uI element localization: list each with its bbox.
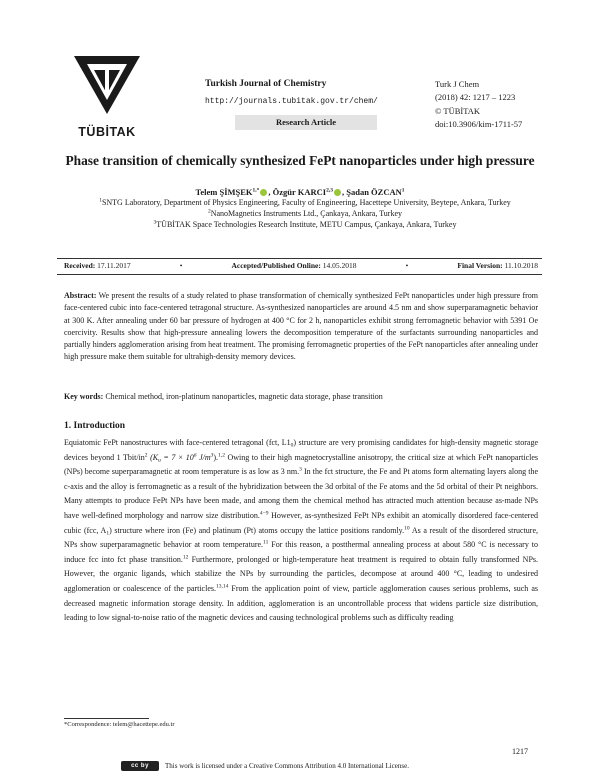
affiliation-marker: 1 [99,197,102,204]
date-separator: • [179,261,183,270]
article-title: Phase transition of chemically synthesized FePt nanoparticles under high pressure [65,153,535,168]
author-name[interactable]: Telem ŞİMŞEK [195,187,253,197]
cc-by-license-icon[interactable]: cc by [121,761,159,771]
citation-ref[interactable]: 3 [299,466,302,473]
affiliation-item [90,219,520,230]
abstract [64,290,538,364]
affiliation-text: TÜBİTAK Space Technologies Research Institute, METU Campus, Çankaya, Ankara, Turkey [156,220,457,229]
introduction-paragraph: Equiatomic FePt nanostructures with face-centered tetragonal (fct, $L1_0$) structure are very promising candidates for high-density magnetic storage devices beyond 1 Tbit/$in^2$ ($K_u = 7 \times 10^6$ $J/m^3).^{1,2}$ Owing to their high magnetocrystalline anisotropy, the critical size at which FePt nanoparticles (NPs) become superparamagnetic at room temperature is as low as 3 nm.$^3$ In the fct structure, the Fe and Pt atoms form alternating layers along the c-axis and the alloy is ferromagnetic as a result of the hybridization between the 3d orbital of the Fe atoms and the 5d orbital of their Pt neighbors. Many attempts to produce FePt NPs have been made, and among them the chemical method has attracted much attention because as-made NPs have well-defined morphology and narrow size distribution.$^{4-9}$ However, as-synthesized FePt NPs exhibit an atomically disordered face-centered cubic (fcc, $A_1$) structure where iron (Fe) and platinum (Pt) atoms occupy the lattice positions randomly.$^{10}$ As a result of the disordered structure, NPs show superparamagnetic behavior at room temperature.$^{11}$ For this reason, a postthermal annealing process at about 580 °C is necessary to induce fcc into fct phase transition.$^{12}$ Furthermore, prolonged or high-temperature heat treatment is required to obtain fully transformed NPs. However, the organic ligands, which stabilize the NPs by surrounding the particles, decompose at around 400 °C, leading to undesired agglomeration or coalescence of the particles.$^{13,14}$ From the application point of view, particle agglomeration causes serious problems, such as decreased magnetic information storage density. In addition, agglomeration is an uncontrollable process that widens particle size distribution, leading to low signal-to-noise ratio of the magnetic devices and causing technological problems such as difficulty reading [64,438,539,623]
logo-wordmark: TÜBİTAK [78,125,136,139]
page-number: 1217 [512,747,528,756]
section-heading: 1. Introduction [64,421,126,431]
accepted-date: Accepted/Published Online: 14.05.2018 [231,261,357,270]
affiliations [90,197,520,230]
author-affiliation-marker: 1,* [252,187,260,194]
dates-top-rule [57,258,542,259]
article-dates [64,261,538,270]
meta-copyright: © TÜBİTAK [435,105,481,116]
affiliation-text: NanoMagnetics Instruments Ltd., Çankaya, Ankara, Turkey [210,209,403,218]
citation-meta [435,78,522,132]
affiliation-marker: 3 [153,219,157,226]
citation-ref[interactable]: 10 [404,525,410,532]
affiliation-item [90,197,520,208]
keywords-label: Key words: [64,392,104,401]
orcid-icon[interactable] [334,189,341,196]
tubitak-logo [62,54,152,142]
meta-journal: Turk J Chem [435,79,480,89]
dates-bottom-rule [57,274,542,275]
abstract-text: We present the results of a study related to phase transformation of chemically synthesized FePt nanoparticles under high pressure from face-centered cubic into face-centered tetragonal structure. As-synthesized nanoparticles are around 4.5 nm and show superparamagnetic behavior at 300 K. After annealing under 60 bar pressure of hydrogen at 400 °C for 2 h, nanoparticles exhibit strong ferromagnetic behavior with 5391 Oe coercivity. Results show that high-pressure annealing lowers the decomposition temperature of the surfactants surrounding nanoparticles and partially hinders agglomeration arising from heat treatment. The promising ferromagnetic properties of the FePt nanoparticles after annealing under high pressure make them suitable for ultrahigh-density memory devices. [64,291,538,362]
correspondence-footnote: *Correspondence: telem@hacettepe.edu.tr [64,721,175,728]
affiliation-text: SNTG Laboratory, Department of Physics Engineering, Faculty of Engineering, Hacettepe University, Beytepe, Ankara, Turkey [101,198,511,207]
author-list: Telem $ŞİMŞEK^{1,*}$ , Özgür KARCI$^{2,3}$ , Şadan ÖZCAN$^1$ [195,187,405,197]
abstract-label: Abstract: [64,291,97,300]
date-separator: • [405,261,409,270]
citation-ref[interactable]: 13,14 [215,583,229,590]
meta-doi-link[interactable]: doi:10.3906/kim-1711-57 [435,119,523,130]
affiliation-item [90,208,520,219]
citation-ref[interactable]: 1,2 [218,452,225,459]
orcid-icon[interactable] [260,189,267,196]
author-name[interactable]: Şadan ÖZCAN [346,187,402,197]
keywords [64,392,538,401]
journal-name: Turkish Journal of Chemistry [205,79,327,89]
author-affiliation-marker: 2,3 [326,187,333,194]
footnote-rule [64,718,149,719]
author-affiliation-marker: 1 [401,187,405,194]
author-name[interactable]: Özgür KARCI [272,187,327,197]
citation-ref[interactable]: 4−9 [259,510,269,517]
affiliation-marker: 2 [207,208,211,215]
citation-ref[interactable]: 11 [263,539,269,546]
citation-ref[interactable]: 12 [182,554,189,561]
final-date: Final Version: 11.10.2018 [457,261,538,270]
journal-url-link[interactable]: http://journals.tubitak.gov.tr/chem/ [205,97,378,106]
keywords-text: Chemical method, iron-platinum nanoparticles, magnetic data storage, phase transition [105,392,383,401]
received-date: Received: 17.11.2017 [64,261,131,270]
license-text: This work is licensed under a Creative Commons Attribution 4.0 International License. [165,762,409,770]
article-type-badge: Research Article [235,115,377,130]
meta-volume: (2018) 42: 1217 – 1223 [435,92,516,103]
